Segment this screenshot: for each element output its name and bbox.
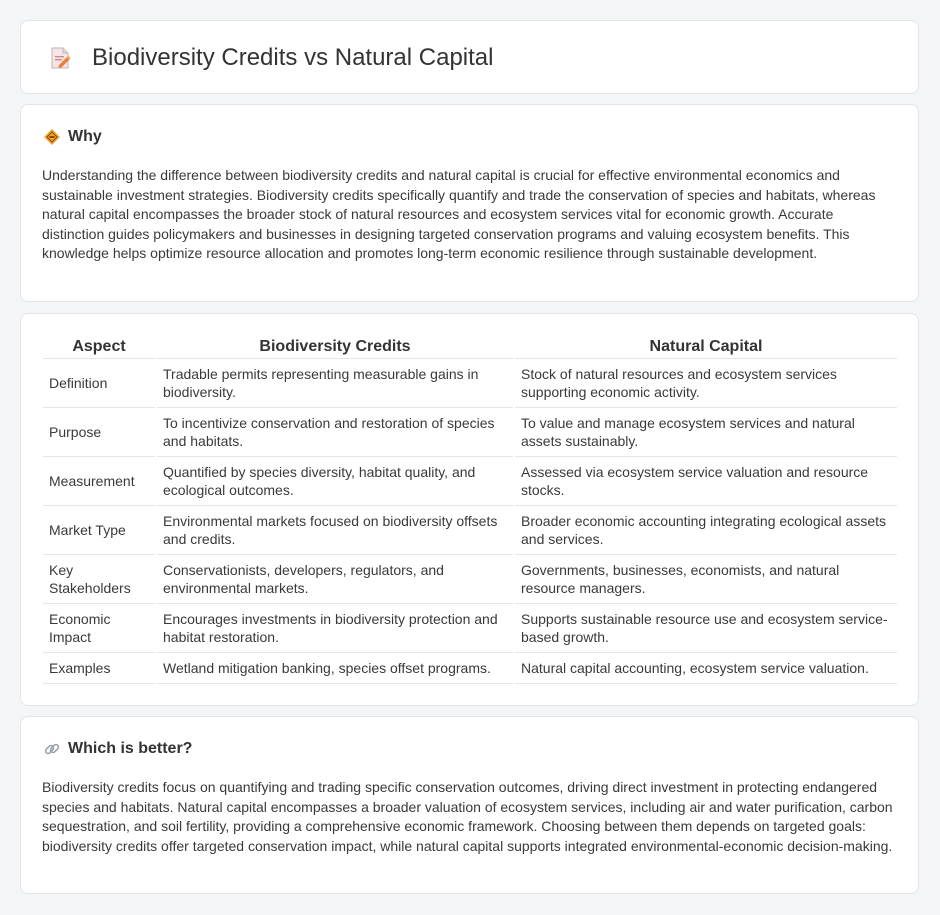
table-row xyxy=(43,457,897,506)
table-row xyxy=(43,604,897,653)
row-aspect: Examples xyxy=(43,653,155,684)
row-natural-capital: Broader economic accounting integrating ecological assets and services. xyxy=(515,506,897,555)
page-title: Biodiversity Credits vs Natural Capital xyxy=(92,44,494,71)
row-biodiversity-credits: To incentivize conservation and restoration of species and habitats. xyxy=(157,408,513,457)
which-is-better-section xyxy=(20,716,919,894)
comparison-table xyxy=(41,336,899,684)
column-header-biodiversity-credits: Biodiversity Credits xyxy=(157,336,513,359)
row-natural-capital: Natural capital accounting, ecosystem service valuation. xyxy=(515,653,897,684)
row-natural-capital: To value and manage ecosystem services and natural assets sustainably. xyxy=(515,408,897,457)
row-biodiversity-credits: Quantified by species diversity, habitat quality, and ecological outcomes. xyxy=(157,457,513,506)
row-aspect: Economic Impact xyxy=(43,604,155,653)
row-aspect: Key Stakeholders xyxy=(43,555,155,604)
row-natural-capital: Supports sustainable resource use and ecosystem service-based growth. xyxy=(515,604,897,653)
document-pencil-icon xyxy=(47,45,73,71)
link-icon xyxy=(43,740,61,758)
row-biodiversity-credits: Wetland mitigation banking, species offset programs. xyxy=(157,653,513,684)
table-row xyxy=(43,408,897,457)
better-heading-row xyxy=(43,738,192,760)
column-header-natural-capital: Natural Capital xyxy=(515,336,897,359)
table-row xyxy=(43,555,897,604)
row-natural-capital: Stock of natural resources and ecosystem services supporting economic activity. xyxy=(515,359,897,408)
why-heading: Why xyxy=(68,128,102,145)
table-header-row xyxy=(43,336,897,359)
better-heading: Which is better? xyxy=(68,740,193,757)
table-row xyxy=(43,506,897,555)
better-text: Biodiversity credits focus on quantifying and trading specific conservation outcomes, driving direct investment in protecting endangered species and habitats. Natural capital encompasses a broader valuation of ecosystem services, including air and water purification, carbon sequestration, and soil fertility, providing a comprehensive economic framework. Choosing between them depends on targeted goals: biodiversity credits offer targeted conservation impact, while natural capital supports integrated environmental-economic decision-making. xyxy=(42,779,893,854)
row-biodiversity-credits: Encourages investments in biodiversity protection and habitat restoration. xyxy=(157,604,513,653)
row-aspect: Purpose xyxy=(43,408,155,457)
row-natural-capital: Governments, businesses, economists, and natural resource managers. xyxy=(515,555,897,604)
row-biodiversity-credits: Tradable permits representing measurable gains in biodiversity. xyxy=(157,359,513,408)
comparison-section xyxy=(20,313,919,706)
table-row xyxy=(43,653,897,684)
row-aspect: Definition xyxy=(43,359,155,408)
column-header-aspect: Aspect xyxy=(43,336,155,359)
diamond-sign-icon xyxy=(43,128,61,146)
row-biodiversity-credits: Environmental markets focused on biodiversity offsets and credits. xyxy=(157,506,513,555)
header-card xyxy=(20,20,919,94)
row-natural-capital: Assessed via ecosystem service valuation and resource stocks. xyxy=(515,457,897,506)
row-aspect: Measurement xyxy=(43,457,155,506)
why-heading-row xyxy=(43,126,102,148)
row-aspect: Market Type xyxy=(43,506,155,555)
table-row xyxy=(43,359,897,408)
why-section xyxy=(20,104,919,302)
row-biodiversity-credits: Conservationists, developers, regulators, and environmental markets. xyxy=(157,555,513,604)
why-text: Understanding the difference between biodiversity credits and natural capital is crucial for effective environmental economics and sustainable investment strategies. Biodiversity credits specifically quantify and trade the conservation of species and habitats, whereas natural capital encompasses the broader stock of natural resources and ecosystem services vital for economic growth. Accurate distinction guides policymakers and businesses in designing targeted conservation programs and valuing ecosystem benefits. This knowledge helps optimize resource allocation and promotes long-term economic resilience through sustainable development. xyxy=(42,167,876,261)
